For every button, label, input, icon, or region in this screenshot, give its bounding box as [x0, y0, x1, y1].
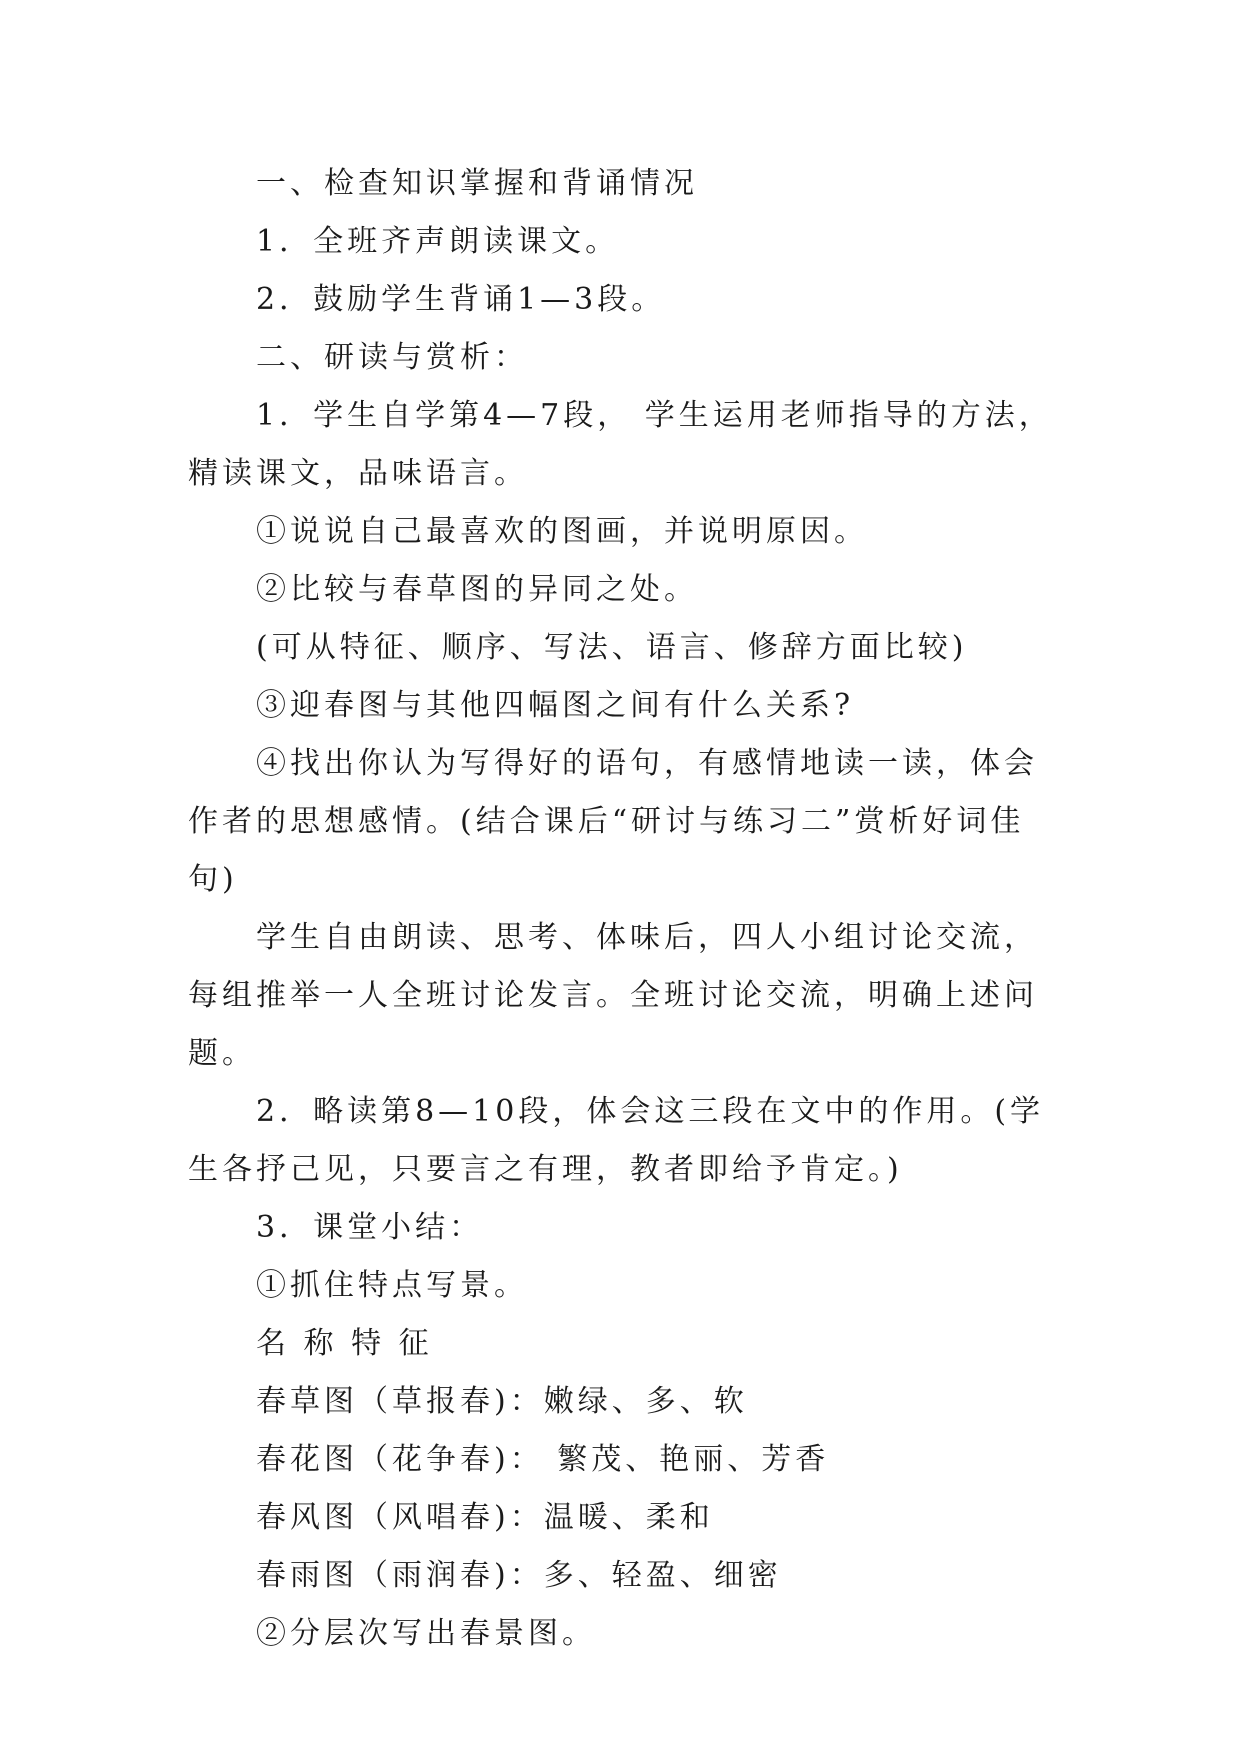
table-row: 春花图（花争春)： 繁茂、艳丽、芳香 — [256, 1442, 830, 1477]
document-body — [188, 155, 1068, 1663]
list-item: 3．课堂小结： — [256, 1210, 484, 1245]
list-item: 2．略读第8—10段，体会这三段在文中的作用。(学生各抒己见，只要言之有理，教者即给予肯定。) — [188, 1094, 1045, 1187]
list-item: 2．鼓励学生背诵1—3段。 — [256, 282, 666, 317]
body-paragraph: 学生自由朗读、思考、体味后，四人小组讨论交流，每组推举一人全班讨论发言。全班讨论交流，明确上述问题。 — [188, 920, 1038, 1071]
list-item: ③迎春图与其他四幅图之间有什么关系? — [256, 688, 855, 723]
table-header: 名 称 特 征 — [256, 1326, 433, 1361]
list-item: ②分层次写出春景图。 — [256, 1616, 596, 1651]
list-item: ①抓住特点写景。 — [256, 1268, 528, 1303]
list-item: ①说说自己最喜欢的图画，并说明原因。 — [256, 514, 868, 549]
note-text: (可从特征、顺序、写法、语言、修辞方面比较) — [256, 630, 968, 665]
list-item: 1．全班齐声朗读课文。 — [256, 224, 620, 259]
table-row: 春风图（风唱春)：温暖、柔和 — [256, 1500, 714, 1535]
table-row: 春雨图（雨润春)：多、轻盈、细密 — [256, 1558, 782, 1593]
list-item: ②比较与春草图的异同之处。 — [256, 572, 698, 607]
list-item: 1．学生自学第4—7段， 学生运用老师指导的方法，精读课文，品味语言。 — [188, 398, 1053, 491]
section-heading-check: 一、检查知识掌握和背诵情况 — [256, 166, 698, 201]
list-item: ④找出你认为写得好的语句，有感情地读一读，体会作者的思想感情。(结合课后“研讨与练习二”赏析好词佳句) — [188, 746, 1038, 897]
section-heading-study: 二、研读与赏析： — [256, 340, 528, 375]
table-row: 春草图（草报春)：嫩绿、多、软 — [256, 1384, 748, 1419]
